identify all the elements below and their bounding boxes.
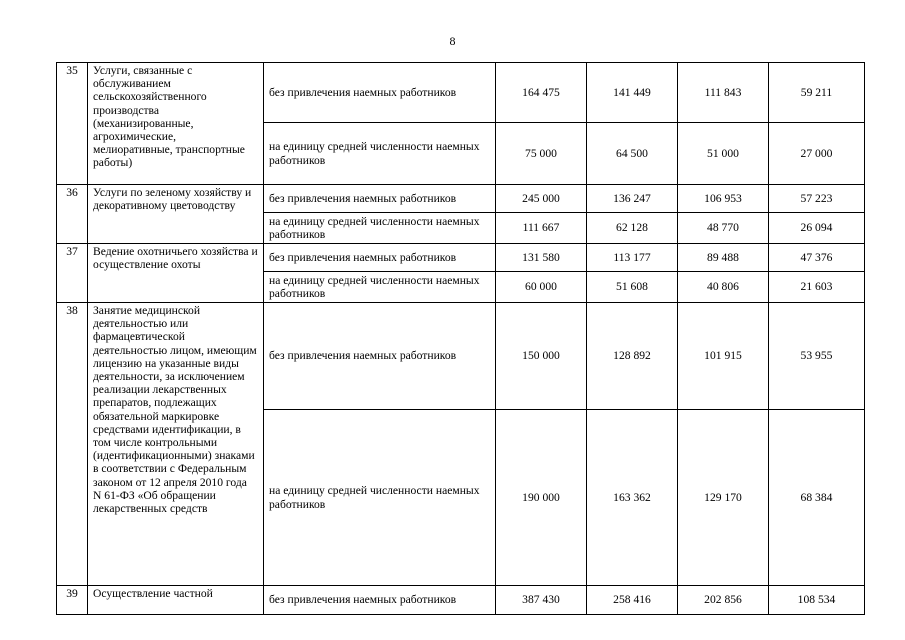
value-cell: 53 955 <box>769 303 865 410</box>
row-number: 36 <box>57 185 88 244</box>
row-number: 38 <box>57 303 88 586</box>
condition-label: на единицу средней численности наемных работников <box>264 213 496 244</box>
value-cell: 62 128 <box>587 213 678 244</box>
value-cell: 47 376 <box>769 244 865 272</box>
value-cell: 128 892 <box>587 303 678 410</box>
value-cell: 129 170 <box>678 410 769 586</box>
value-cell: 27 000 <box>769 123 865 185</box>
table-row <box>57 244 865 272</box>
value-cell: 89 488 <box>678 244 769 272</box>
value-cell: 245 000 <box>496 185 587 213</box>
page-number: 8 <box>449 34 456 48</box>
value-cell: 190 000 <box>496 410 587 586</box>
value-cell: 51 000 <box>678 123 769 185</box>
condition-label: на единицу средней численности наемных работников <box>264 272 496 303</box>
value-cell: 75 000 <box>496 123 587 185</box>
value-cell: 136 247 <box>587 185 678 213</box>
value-cell: 68 384 <box>769 410 865 586</box>
value-cell: 164 475 <box>496 63 587 123</box>
row-number: 39 <box>57 586 88 615</box>
value-cell: 57 223 <box>769 185 865 213</box>
value-cell: 111 667 <box>496 213 587 244</box>
value-cell: 106 953 <box>678 185 769 213</box>
value-cell: 64 500 <box>587 123 678 185</box>
value-cell: 51 608 <box>587 272 678 303</box>
activity-name: Осуществление частной <box>88 586 264 615</box>
value-cell: 21 603 <box>769 272 865 303</box>
value-cell: 131 580 <box>496 244 587 272</box>
tax-rate-table <box>56 62 865 615</box>
condition-label: на единицу средней численности наемных работников <box>264 410 496 586</box>
value-cell: 48 770 <box>678 213 769 244</box>
value-cell: 60 000 <box>496 272 587 303</box>
condition-label: без привлечения наемных работников <box>264 244 496 272</box>
value-cell: 150 000 <box>496 303 587 410</box>
table-row <box>57 185 865 213</box>
value-cell: 202 856 <box>678 586 769 615</box>
activity-name: Занятие медицинской деятельностью или фармацевтической деятельностью лицом, имеющим лицензию на указанные виды деятельности, за исключением реализации лекарственных препаратов, подлежащих обязательной маркировке средствами идентификации, в том числе контрольными (идентификационными) знаками в соответствии с Федеральным законом от 12 апреля 2010 года N 61-ФЗ «Об обращении лекарственных средств <box>88 303 264 586</box>
row-number: 35 <box>57 63 88 185</box>
activity-name: Услуги по зеленому хозяйству и декоративному цветоводству <box>88 185 264 244</box>
value-cell: 258 416 <box>587 586 678 615</box>
value-cell: 101 915 <box>678 303 769 410</box>
condition-label: без привлечения наемных работников <box>264 586 496 615</box>
value-cell: 387 430 <box>496 586 587 615</box>
condition-label: без привлечения наемных работников <box>264 63 496 123</box>
value-cell: 26 094 <box>769 213 865 244</box>
condition-label: без привлечения наемных работников <box>264 303 496 410</box>
value-cell: 108 534 <box>769 586 865 615</box>
value-cell: 163 362 <box>587 410 678 586</box>
value-cell: 59 211 <box>769 63 865 123</box>
value-cell: 111 843 <box>678 63 769 123</box>
condition-label: без привлечения наемных работников <box>264 185 496 213</box>
table-row <box>57 586 865 615</box>
table-row <box>57 303 865 410</box>
activity-name: Ведение охотничьего хозяйства и осуществление охоты <box>88 244 264 303</box>
condition-label: на единицу средней численности наемных работников <box>264 123 496 185</box>
value-cell: 40 806 <box>678 272 769 303</box>
row-number: 37 <box>57 244 88 303</box>
activity-name: Услуги, связанные с обслуживанием сельскохозяйственного производства (механизированные, агрохимические, мелиоративные, транспортные работы) <box>88 63 264 185</box>
value-cell: 141 449 <box>587 63 678 123</box>
value-cell: 113 177 <box>587 244 678 272</box>
table-row <box>57 63 865 123</box>
